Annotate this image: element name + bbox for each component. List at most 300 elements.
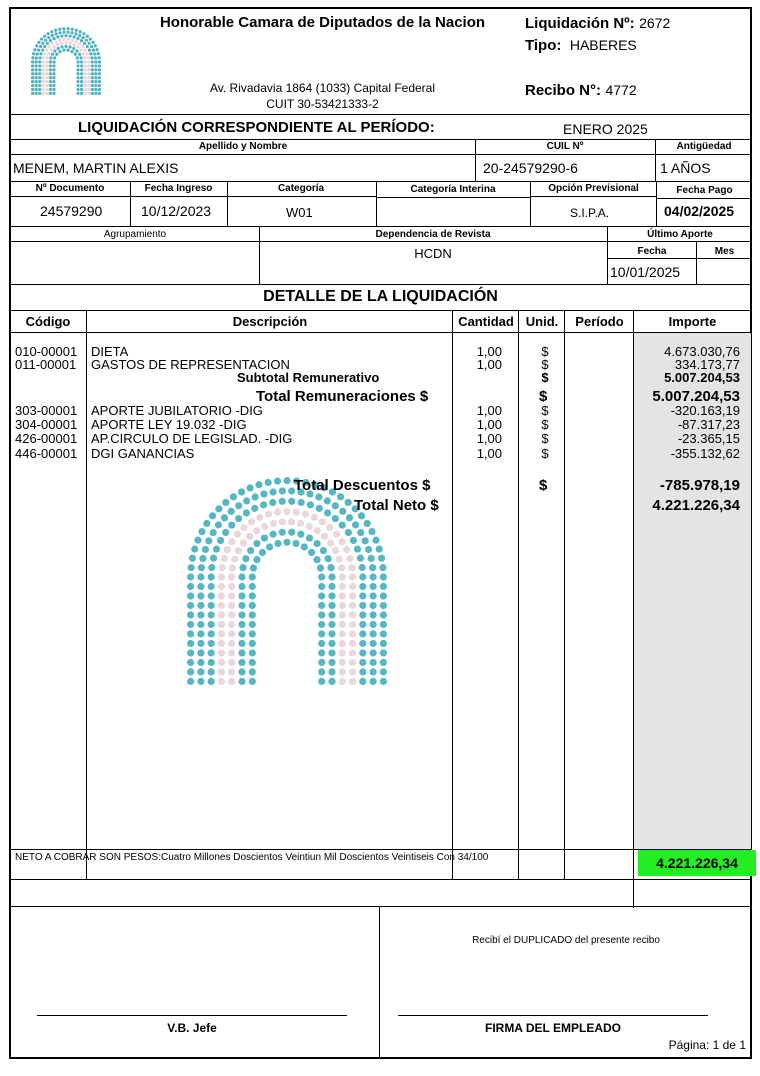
logo-dot	[94, 44, 97, 47]
logo-dot	[339, 678, 346, 685]
logo-dot	[359, 678, 366, 685]
dependencia-label: Dependencia de Revista	[375, 229, 491, 240]
logo-dot	[197, 678, 204, 685]
logo-dot	[370, 678, 377, 685]
logo-dot	[70, 50, 73, 53]
logo-dot	[339, 659, 346, 666]
logo-dot	[328, 659, 335, 666]
logo-dot	[187, 621, 194, 628]
logo-dot	[94, 56, 97, 59]
logo-dot	[52, 76, 55, 79]
logo-dot	[84, 64, 87, 67]
logo-dot	[218, 583, 225, 590]
logo-dot	[346, 555, 353, 562]
logo-dot	[91, 92, 94, 95]
logo-dot	[187, 649, 194, 656]
divider	[9, 114, 752, 115]
logo-dot	[33, 48, 36, 51]
divider	[656, 181, 657, 226]
logo-dot	[238, 659, 245, 666]
logo-dot	[91, 76, 94, 79]
logo-dot	[378, 555, 385, 562]
row-unit: $	[541, 431, 549, 446]
logo-dot	[349, 678, 356, 685]
logo-dot	[337, 493, 344, 500]
logo-dot	[365, 546, 372, 553]
logo-dot	[84, 80, 87, 83]
page-number: Página: 1 de 1	[668, 1038, 746, 1052]
logo-dot	[52, 45, 55, 48]
vb-jefe-label: V.B. Jefe	[167, 1021, 217, 1035]
logo-dot	[298, 499, 305, 506]
logo-dot	[39, 52, 42, 55]
logo-dot	[215, 521, 222, 528]
logo-dot	[45, 68, 48, 71]
logo-dot	[46, 42, 49, 45]
logo-dot	[283, 508, 290, 515]
logo-dot	[87, 64, 90, 67]
logo-dot	[86, 35, 89, 38]
logo-dot	[78, 34, 81, 37]
logo-dot	[199, 555, 206, 562]
logo-dot	[228, 508, 235, 515]
logo-dot	[43, 45, 46, 48]
recibo-number	[525, 82, 637, 100]
logo-dot	[246, 533, 253, 540]
logo-dot	[36, 52, 39, 55]
employee-fecha-pago: 04/02/2025	[664, 203, 735, 219]
logo-dot	[91, 64, 94, 67]
logo-dot	[243, 497, 250, 504]
logo-dot	[98, 84, 101, 87]
logo-dot	[349, 630, 356, 637]
logo-dot	[81, 45, 84, 48]
neto-a-cobrar-amount: 4.221.226,34	[638, 850, 756, 876]
logo-dot	[380, 649, 387, 656]
logo-dot	[217, 537, 224, 544]
divider	[9, 241, 752, 242]
logo-dot	[349, 649, 356, 656]
logo-dot	[370, 611, 377, 618]
logo-dot	[52, 72, 55, 75]
logo-dot	[80, 60, 83, 63]
logo-dot	[84, 48, 87, 51]
logo-dot	[76, 80, 79, 83]
logo-dot	[76, 68, 79, 71]
logo-dot	[197, 668, 204, 675]
logo-dot	[261, 523, 268, 530]
logo-dot	[53, 56, 56, 59]
logo-dot	[240, 539, 247, 546]
logo-dot	[48, 45, 51, 48]
logo-dot	[380, 678, 387, 685]
logo-dot	[42, 64, 45, 67]
logo-dot	[35, 88, 38, 91]
logo-dot	[187, 668, 194, 675]
logo-dot	[380, 573, 387, 580]
logo-dot	[339, 630, 346, 637]
logo-dot	[187, 573, 194, 580]
logo-dot	[369, 564, 376, 571]
logo-dot	[354, 545, 361, 552]
logo-dot	[370, 659, 377, 666]
divider	[9, 226, 752, 227]
logo-dot	[249, 649, 256, 656]
logo-dot	[213, 545, 220, 552]
logo-dot	[318, 649, 325, 656]
logo-dot	[62, 49, 65, 52]
logo-dot	[42, 80, 45, 83]
logo-dot	[302, 511, 309, 518]
logo-dot	[314, 527, 321, 534]
logo-dot	[231, 555, 238, 562]
logo-dot	[52, 60, 55, 63]
logo-dot	[31, 56, 34, 59]
total-descuentos-label: Total Descuentos $	[294, 477, 431, 494]
logo-dot	[42, 88, 45, 91]
row-desc: GASTOS DE REPRESENTACION	[91, 357, 290, 372]
logo-dot	[198, 564, 205, 571]
logo-dot	[83, 56, 86, 59]
logo-dot	[234, 530, 241, 537]
row-qty: 1,00	[476, 403, 502, 418]
logo-dot	[324, 497, 331, 504]
categoria-interina-label: Categoría Interina	[410, 184, 496, 195]
divider	[452, 310, 453, 880]
logo-dot	[228, 630, 235, 637]
logo-dot	[66, 31, 69, 34]
logo-dot	[228, 538, 235, 545]
logo-dot	[293, 509, 300, 516]
logo-dot	[83, 42, 86, 45]
logo-dot	[238, 592, 245, 599]
logo-dot	[42, 72, 45, 75]
logo-dot	[205, 537, 212, 544]
divider	[9, 310, 752, 311]
logo-dot	[31, 80, 34, 83]
logo-dot	[328, 649, 335, 656]
logo-dot	[91, 80, 94, 83]
logo-dot	[349, 668, 356, 675]
logo-dot	[222, 499, 229, 506]
logo-dot	[315, 493, 322, 500]
logo-dot	[197, 659, 204, 666]
logo-dot	[328, 668, 335, 675]
logo-dot	[80, 72, 83, 75]
logo-dot	[76, 37, 79, 40]
logo-dot	[208, 583, 215, 590]
logo-dot	[76, 72, 79, 75]
logo-dot	[318, 592, 325, 599]
logo-dot	[359, 659, 366, 666]
logo-dot	[197, 611, 204, 618]
logo-dot	[35, 76, 38, 79]
logo-dot	[238, 630, 245, 637]
row-code: 303-00001	[15, 403, 78, 418]
logo-dot	[350, 537, 357, 544]
logo-dot	[238, 640, 245, 647]
logo-dot	[187, 630, 194, 637]
agrupamiento-label: Agrupamiento	[103, 229, 167, 240]
row-desc: AP.CIRCULO DE LEGISLAD. -DIG	[91, 431, 293, 446]
logo-dot	[313, 556, 320, 563]
logo-dot	[98, 80, 101, 83]
logo-dot	[72, 47, 75, 50]
logo-dot	[84, 72, 87, 75]
logo-dot	[97, 52, 100, 55]
logo-dot	[239, 564, 246, 571]
logo-dot	[52, 84, 55, 87]
logo-dot	[203, 520, 210, 527]
logo-dot	[35, 64, 38, 67]
recibo-value: 4772	[605, 82, 637, 98]
fecha-pago-label: Fecha Pago	[676, 185, 733, 196]
logo-dot	[260, 490, 267, 497]
logo-dot	[49, 84, 52, 87]
logo-dot	[349, 611, 356, 618]
logo-dot	[79, 30, 82, 33]
logo-dot	[49, 88, 52, 91]
logo-dot	[94, 64, 97, 67]
logo-dot	[249, 592, 256, 599]
chamber-logo	[30, 26, 102, 96]
logo-dot	[364, 520, 371, 527]
logo-dot	[38, 92, 41, 95]
logo-dot	[318, 621, 325, 628]
logo-dot	[187, 564, 194, 571]
logo-dot	[187, 640, 194, 647]
logo-dot	[35, 56, 38, 59]
logo-dot	[31, 76, 34, 79]
total-neto-amount: 4.221.226,34	[652, 497, 740, 514]
logo-dot	[274, 477, 281, 484]
logo-dot	[40, 38, 43, 41]
logo-dot	[98, 72, 101, 75]
logo-dot	[218, 621, 225, 628]
antiguedad-label: Antigüedad	[676, 141, 732, 152]
col-header-unidad: Unid.	[525, 314, 559, 329]
logo-dot	[98, 60, 101, 63]
logo-dot	[49, 80, 52, 83]
subtotal-label: Subtotal Remunerativo	[237, 370, 380, 385]
logo-dot	[58, 28, 61, 31]
logo-dot	[230, 493, 237, 500]
divider	[518, 310, 519, 880]
divider	[379, 906, 380, 1059]
logo-dot	[279, 498, 286, 505]
logo-dot	[339, 602, 346, 609]
logo-dot	[380, 602, 387, 609]
logo-dot	[249, 583, 256, 590]
logo-dot	[87, 60, 90, 63]
logo-dot	[51, 53, 54, 56]
logo-dot	[215, 505, 222, 512]
logo-dot	[91, 84, 94, 87]
logo-dot	[228, 573, 235, 580]
logo-dot	[325, 555, 332, 562]
institution-name: Honorable Camara de Diputados de la Nacion	[159, 14, 486, 31]
logo-dot	[380, 611, 387, 618]
logo-dot	[45, 92, 48, 95]
logo-dot	[41, 48, 44, 51]
logo-dot	[380, 668, 387, 675]
logo-dot	[52, 37, 55, 40]
col-header-codigo: Código	[25, 314, 71, 329]
logo-dot	[345, 499, 352, 506]
logo-dot	[202, 546, 209, 553]
logo-dot	[52, 92, 55, 95]
logo-dot	[35, 80, 38, 83]
logo-dot	[283, 477, 290, 484]
logo-dot	[71, 28, 74, 31]
logo-dot	[249, 573, 256, 580]
employee-documento: 24579290	[40, 203, 103, 219]
logo-dot	[339, 521, 346, 528]
logo-dot	[92, 49, 95, 52]
logo-dot	[98, 64, 101, 67]
logo-dot	[349, 573, 356, 580]
col-header-cantidad: Cantidad	[458, 314, 514, 329]
logo-dot	[380, 592, 387, 599]
logo-dot	[370, 573, 377, 580]
logo-dot	[41, 42, 44, 45]
logo-dot	[45, 72, 48, 75]
divider	[227, 196, 376, 197]
subtotal-unit: $	[541, 370, 549, 385]
logo-dot	[357, 529, 364, 536]
logo-dot	[318, 573, 325, 580]
logo-dot	[297, 520, 304, 527]
logo-dot	[372, 537, 379, 544]
logo-dot	[74, 53, 77, 56]
logo-dot	[259, 549, 266, 556]
logo-dot	[74, 32, 77, 35]
logo-dot	[87, 76, 90, 79]
logo-dot	[235, 547, 242, 554]
logo-dot	[208, 630, 215, 637]
logo-dot	[75, 29, 78, 32]
logo-dot	[317, 564, 324, 571]
logo-dot	[86, 52, 89, 55]
logo-dot	[84, 76, 87, 79]
logo-dot	[238, 602, 245, 609]
logo-dot	[58, 39, 61, 42]
logo-dot	[98, 56, 101, 59]
logo-dot	[249, 640, 256, 647]
logo-dot	[35, 68, 38, 71]
logo-dot	[79, 48, 82, 51]
divider	[530, 196, 656, 197]
logo-dot	[91, 41, 94, 44]
logo-dot	[88, 48, 91, 51]
logo-dot	[80, 84, 83, 87]
logo-dot	[269, 499, 276, 506]
logo-dot	[187, 678, 194, 685]
logo-dot	[55, 53, 58, 56]
logo-dot	[43, 35, 46, 38]
logo-dot	[238, 611, 245, 618]
logo-dot	[208, 602, 215, 609]
divider	[9, 906, 752, 907]
logo-dot	[78, 53, 81, 56]
logo-dot	[328, 630, 335, 637]
cuil-label: CUIL Nº	[546, 141, 584, 152]
logo-dot	[87, 56, 90, 59]
logo-dot	[339, 508, 346, 515]
logo-dot	[87, 68, 90, 71]
logo-dot	[336, 555, 343, 562]
logo-dot	[368, 528, 375, 535]
logo-dot	[338, 564, 345, 571]
logo-dot	[82, 52, 85, 55]
divider	[564, 310, 565, 880]
row-code: 426-00001	[15, 431, 78, 446]
logo-dot	[228, 668, 235, 675]
logo-dot	[38, 76, 41, 79]
logo-dot	[187, 592, 194, 599]
divider	[9, 181, 752, 182]
logo-dot	[76, 64, 79, 67]
logo-dot	[76, 84, 79, 87]
logo-dot	[45, 80, 48, 83]
logo-dot	[47, 32, 50, 35]
logo-dot	[301, 543, 308, 550]
logo-dot	[84, 88, 87, 91]
logo-dot	[37, 49, 40, 52]
divider	[607, 226, 608, 284]
logo-dot	[339, 649, 346, 656]
logo-dot	[251, 505, 258, 512]
divider	[656, 198, 752, 199]
logo-dot	[42, 68, 45, 71]
logo-dot	[218, 668, 225, 675]
logo-dot	[68, 45, 71, 48]
divider	[86, 310, 87, 880]
logo-dot	[318, 659, 325, 666]
logo-dot	[208, 678, 215, 685]
logo-dot	[359, 564, 366, 571]
divider	[9, 879, 752, 880]
logo-dot	[208, 640, 215, 647]
divider	[130, 181, 131, 226]
liquidacion-value: 2672	[639, 15, 671, 31]
logo-dot	[49, 39, 52, 42]
received-duplicate-text: Recibí el DUPLICADO del presente recibo	[472, 935, 660, 946]
logo-dot	[78, 42, 81, 45]
logo-dot	[51, 34, 54, 37]
logo-dot	[45, 84, 48, 87]
logo-dot	[75, 40, 78, 43]
logo-dot	[208, 592, 215, 599]
total-descuentos-amount: -785.978,19	[659, 477, 740, 494]
logo-dot	[218, 602, 225, 609]
logo-dot	[240, 524, 247, 531]
logo-dot	[238, 488, 245, 495]
logo-dot	[318, 611, 325, 618]
logo-dot	[359, 611, 366, 618]
logo-dot	[210, 529, 217, 536]
logo-dot	[86, 45, 89, 48]
logo-dot	[252, 493, 259, 500]
row-unit: $	[541, 344, 549, 359]
logo-dot	[346, 514, 353, 521]
logo-dot	[67, 38, 70, 41]
employee-opcion-previsional: S.I.P.A.	[570, 206, 610, 220]
logo-dot	[253, 540, 260, 547]
logo-dot	[91, 68, 94, 71]
logo-dot	[187, 659, 194, 666]
logo-dot	[73, 35, 76, 38]
